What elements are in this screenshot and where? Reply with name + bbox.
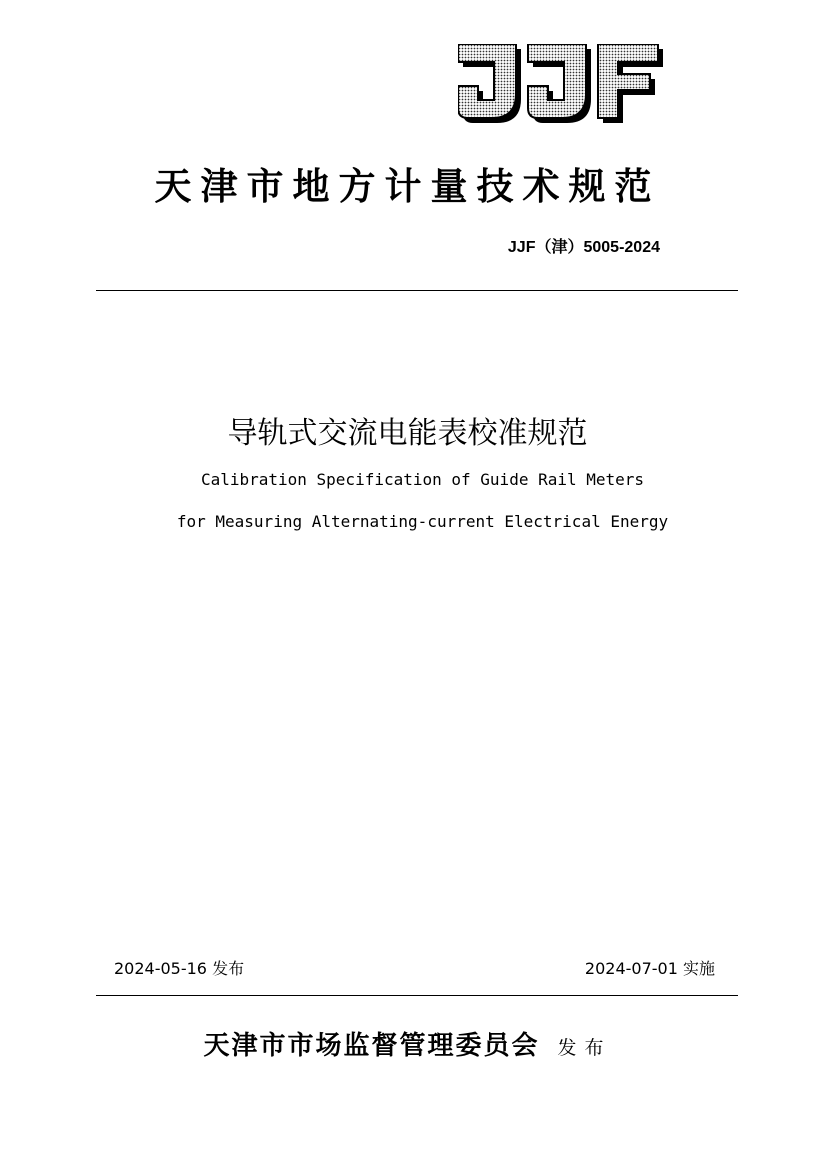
standard-type-title: 天津市地方计量技术规范 <box>154 164 661 208</box>
issuer-line <box>0 1025 815 1062</box>
document-title-cn: 导轨式交流电能表校准规范 <box>227 416 588 451</box>
issuer-action: 发布 <box>557 1037 612 1059</box>
implementation-date: 2024-07-01 实施 <box>584 959 715 978</box>
issue-date: 2024-05-16 发布 <box>114 959 245 978</box>
document-title-en-line2: for Measuring Alternating-current Electrical Energy <box>176 512 669 531</box>
bottom-divider <box>96 995 738 996</box>
document-title-en-line1: Calibration Specification of Guide Rail Meters <box>200 470 645 489</box>
standard-code: JJF（津）5005-2024 <box>507 239 660 256</box>
top-divider <box>96 290 738 291</box>
issuer-organization: 天津市市场监督管理委员会 <box>203 1031 540 1061</box>
jjf-logo <box>458 44 668 126</box>
